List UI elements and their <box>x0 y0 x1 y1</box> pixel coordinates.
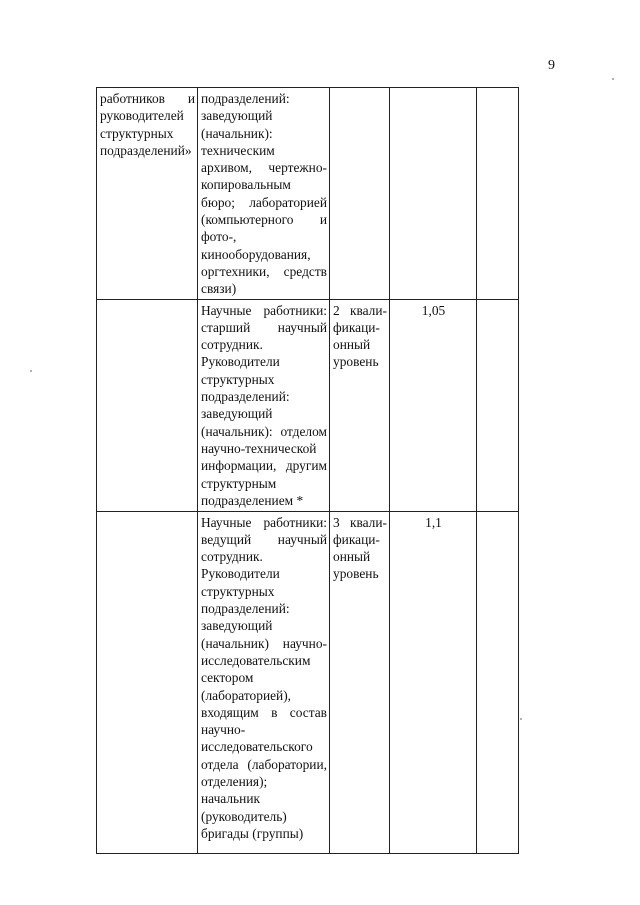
qualification-table <box>96 87 519 854</box>
positions-cell: подразделений: заведующий (начальник): техническим архивом, чертежно-копировальным бюро; лабораторией (компьютерного и фото-, кинооборудования, оргтехники, средств связи) <box>198 88 330 300</box>
group-cell <box>97 299 198 511</box>
level-cell: 3 квали-фикаци-онный уровень <box>330 511 390 853</box>
extra-cell <box>477 299 519 511</box>
coefficient-cell: 1,1 <box>390 511 477 853</box>
scan-speck <box>520 718 522 720</box>
level-cell: 2 квали-фикаци-онный уровень <box>330 299 390 511</box>
table-row <box>97 511 519 853</box>
scan-speck <box>612 78 614 80</box>
table-row <box>97 299 519 511</box>
page-number: 9 <box>548 58 555 73</box>
coefficient-cell <box>390 88 477 300</box>
extra-cell <box>477 88 519 300</box>
group-cell: работников и руководителей структурных подразделений» <box>97 88 198 300</box>
coefficient-cell: 1,05 <box>390 299 477 511</box>
positions-cell: Научные работники: старший научный сотрудник. Руководители структурных подразделений: заведующий (начальник): отделом научно-технической информации, другим структурным подразделением * <box>198 299 330 511</box>
table-row <box>97 88 519 300</box>
positions-cell: Научные работники: ведущий научный сотрудник. Руководители структурных подразделений: заведующий (начальник) научно-исследовательским сектором (лабораторией), входящим в состав научно-исследовательского отдела (лаборатории, отделения); начальник (руководитель) бригады (группы) <box>198 511 330 853</box>
extra-cell <box>477 511 519 853</box>
level-cell <box>330 88 390 300</box>
scan-speck <box>30 370 32 372</box>
group-cell <box>97 511 198 853</box>
